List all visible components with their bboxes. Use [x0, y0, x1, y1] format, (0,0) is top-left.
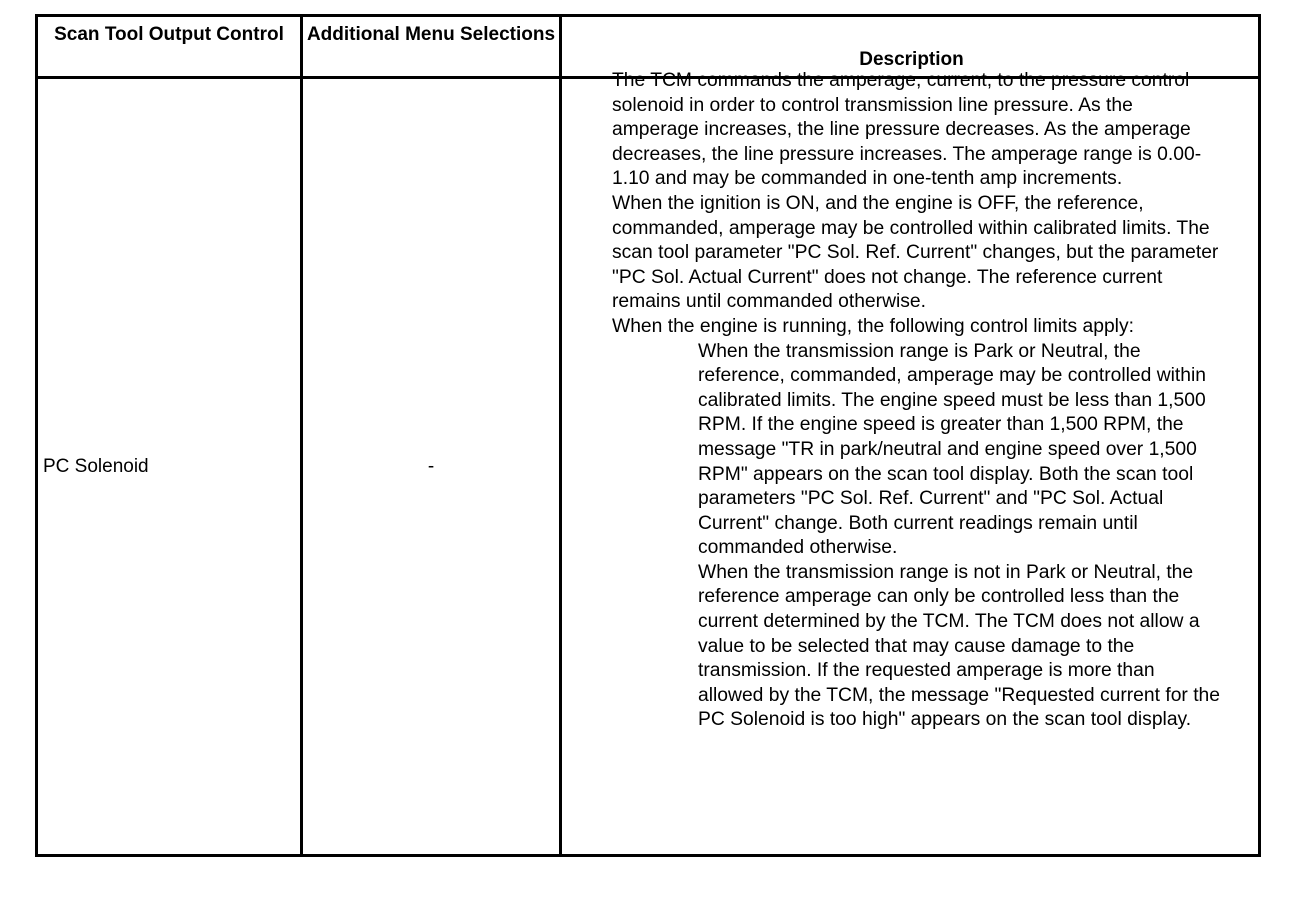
header-label: Description — [859, 49, 964, 70]
cell-menu — [303, 79, 559, 854]
cell-control — [43, 79, 298, 854]
header-description — [562, 17, 1261, 76]
cell-description — [612, 69, 1220, 733]
description-paragraph: When the engine is running, the following control limits apply: — [612, 315, 1134, 337]
column-divider — [559, 17, 562, 854]
header-additional-menu-selections — [303, 17, 559, 76]
menu-selection: - — [427, 455, 435, 477]
control-name: PC Solenoid — [43, 455, 149, 477]
description-paragraph: When the ignition is ON, and the engine is OFF, the reference, commanded, amperage may be controlled within calibrated limits. The scan tool parameter "PC Sol. Ref. Current" changes, but the parameter "PC Sol. Actual Current" does not change. The reference current remains until commanded otherwise. — [612, 192, 1219, 313]
description-paragraph: The TCM commands the amperage, current, to the pressure control solenoid in order to control transmission line pressure. As the amperage increases, the line pressure decreases. As the amperage decreases, the line pressure increases. The amperage range is 0.00-1.10 and may be commanded in one-tenth amp increments. — [612, 70, 1202, 190]
header-label: Scan Tool Output Control — [54, 24, 284, 45]
header-label: Additional Menu Selections — [306, 24, 556, 45]
description-subparagraph: When the transmission range is not in Park or Neutral, the reference amperage can only be controlled less than the current determined by the TCM. The TCM does not allow a value to be selected that may cause damage to the transmission. If the requested amperage is more than allowed by the TCM, the message "Requested current for the PC Solenoid is too high" appears on the scan tool display. — [698, 561, 1220, 731]
description-subparagraph: When the transmission range is Park or Neutral, the reference, commanded, amperage may be controlled within calibrated limits. The engine speed must be less than 1,500 RPM. If the engine speed is greater than 1,500 RPM, the message "TR in park/neutral and engine speed over 1,500 RPM" appears on the scan tool display. Both the scan tool parameters "PC Sol. Ref. Current" and "PC Sol. Actual Current" change. Both current readings remain until commanded otherwise. — [698, 340, 1207, 559]
header-scan-tool-output-control — [38, 17, 300, 76]
